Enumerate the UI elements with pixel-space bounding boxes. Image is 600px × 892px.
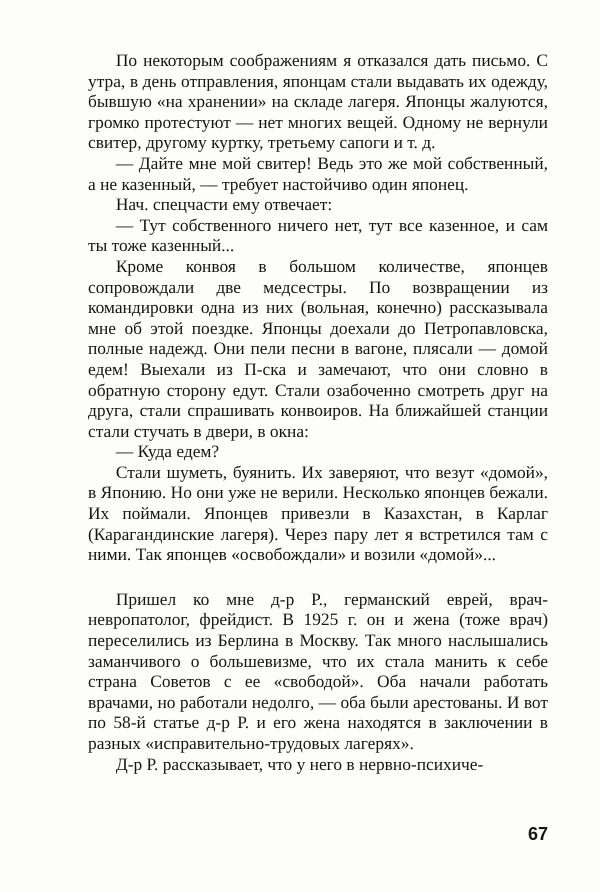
paragraph: — Куда едем? xyxy=(115,441,220,462)
paragraph: Д-р Р. рассказывает, что у него в нервно-психиче- xyxy=(115,753,484,774)
page-text xyxy=(88,50,548,774)
page-number: 67 xyxy=(527,824,548,844)
section-divider-space xyxy=(88,565,548,589)
paragraph: По некоторым соображениям я отказался дать письмо. С утра, в день отправления, японцам стали выдавать их одежду, бывшую «на хранении» на складе лагеря. Японцы жалуются, громко протестуют — нет многих вещей. Одному не вернули свитер, другому куртку, третьему сапоги и т. д. xyxy=(88,50,548,153)
paragraph: Пришел ко мне д-р Р., германский еврей, врач-невропатолог, фрейдист. В 1925 г. он и жена (тоже врач) переселились из Берлина в Москву. Так много наслышались заманчивого о большевизме, что их стала манить к себе страна Советов с ее «свободой». Оба начали работать врачами, но работали недолго, — оба были арестованы. И вот по 58-й статье д-р Р. и его жена находятся в заключении в разных «исправительно-трудовых лагерях». xyxy=(88,588,548,753)
paragraph: — Дайте мне мой свитер! Ведь это же мой собственный, а не казенный, — требует настойчиво один японец. xyxy=(88,152,548,194)
paragraph: Нач. спецчасти ему отвечает: xyxy=(115,194,333,215)
paragraph: — Тут собственного ничего нет, тут все казенное, и сам ты тоже казенный... xyxy=(88,214,548,256)
paragraph: Кроме конвоя в большом количестве, японцев сопровождали две медсестры. По возвращении из командировки одна из них (вольная, конечно) рассказывала мне об этой поездке. Японцы доехали до Петропавловска, полные надежд. Они пели песни в вагоне, плясали — домой едем! Выехали из П-ска и замечают, что они словно в обратную сторону едут. Стали озабоченно смотреть друг на друга, стали спрашивать конвоиров. На ближайшей станции стали стучать в двери, в окна: xyxy=(88,255,548,441)
paragraph: Стали шуметь, буянить. Их заверяют, что везут «домой», в Японию. Но они уже не верили. Несколько японцев бежали. Их поймали. Японцев привезли в Казахстан, в Карлаг (Карагандинские лагеря). Через пару лет я встретился там с ними. Так японцев «освобождали» и возили «домой»... xyxy=(88,461,548,565)
